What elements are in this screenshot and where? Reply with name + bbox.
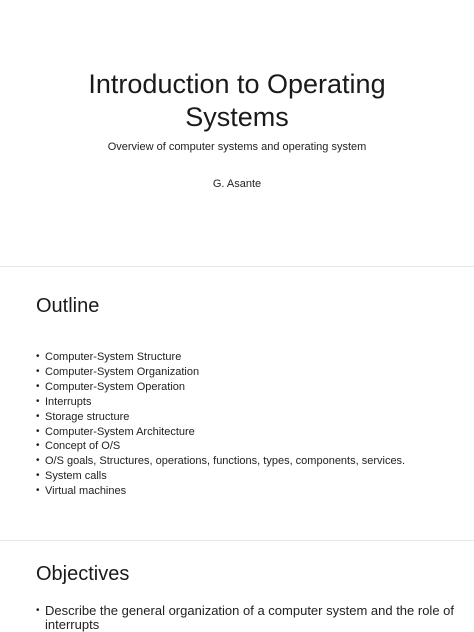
presentation-subtitle: Overview of computer systems and operating system: [107, 141, 367, 153]
bullet-icon: •: [36, 395, 40, 407]
bullet-icon: •: [36, 365, 40, 377]
bullet-icon: •: [36, 470, 40, 482]
objectives-slide: [0, 544, 474, 632]
list-item: • Computer-System Operation: [36, 380, 185, 393]
bullet-icon: •: [36, 351, 40, 362]
list-item: • Computer-System Architecture: [36, 425, 195, 438]
objectives-heading: Objectives: [36, 563, 130, 585]
title-line-2: Systems: [185, 102, 289, 132]
list-item: • O/S goals, Structures, operations, functions, types, components, services.: [36, 455, 406, 468]
bullet-icon: •: [36, 455, 40, 467]
bullet-icon: •: [36, 410, 40, 422]
outline-heading: Outline: [36, 295, 100, 317]
list-item: • Virtual machines: [36, 485, 127, 498]
slide-divider: [0, 540, 474, 541]
bullet-icon: •: [36, 605, 40, 616]
presentation-title: [20, 68, 454, 134]
bullet-icon: •: [36, 425, 40, 437]
list-item: • Computer-System Organization: [36, 365, 200, 378]
title-line-1: Introduction to Operating: [88, 69, 386, 99]
list-item: • Describe the general organization of a computer system and the role of interrupts: [36, 603, 455, 632]
objectives-list: [36, 604, 456, 632]
outline-list: [36, 350, 405, 499]
list-item: • System calls: [36, 470, 107, 483]
list-item: • Concept of O/S: [36, 440, 121, 453]
author-name: G. Asante: [212, 178, 262, 190]
title-slide: [0, 0, 474, 264]
bullet-icon: •: [36, 440, 40, 452]
list-item: • Storage structure: [36, 410, 130, 423]
bullet-icon: •: [36, 380, 40, 392]
outline-slide: [0, 270, 474, 538]
list-item: • Interrupts: [36, 395, 92, 408]
bullet-icon: •: [36, 485, 40, 497]
list-item: • Computer-System Structure: [36, 351, 182, 363]
slide-divider: [0, 266, 474, 267]
